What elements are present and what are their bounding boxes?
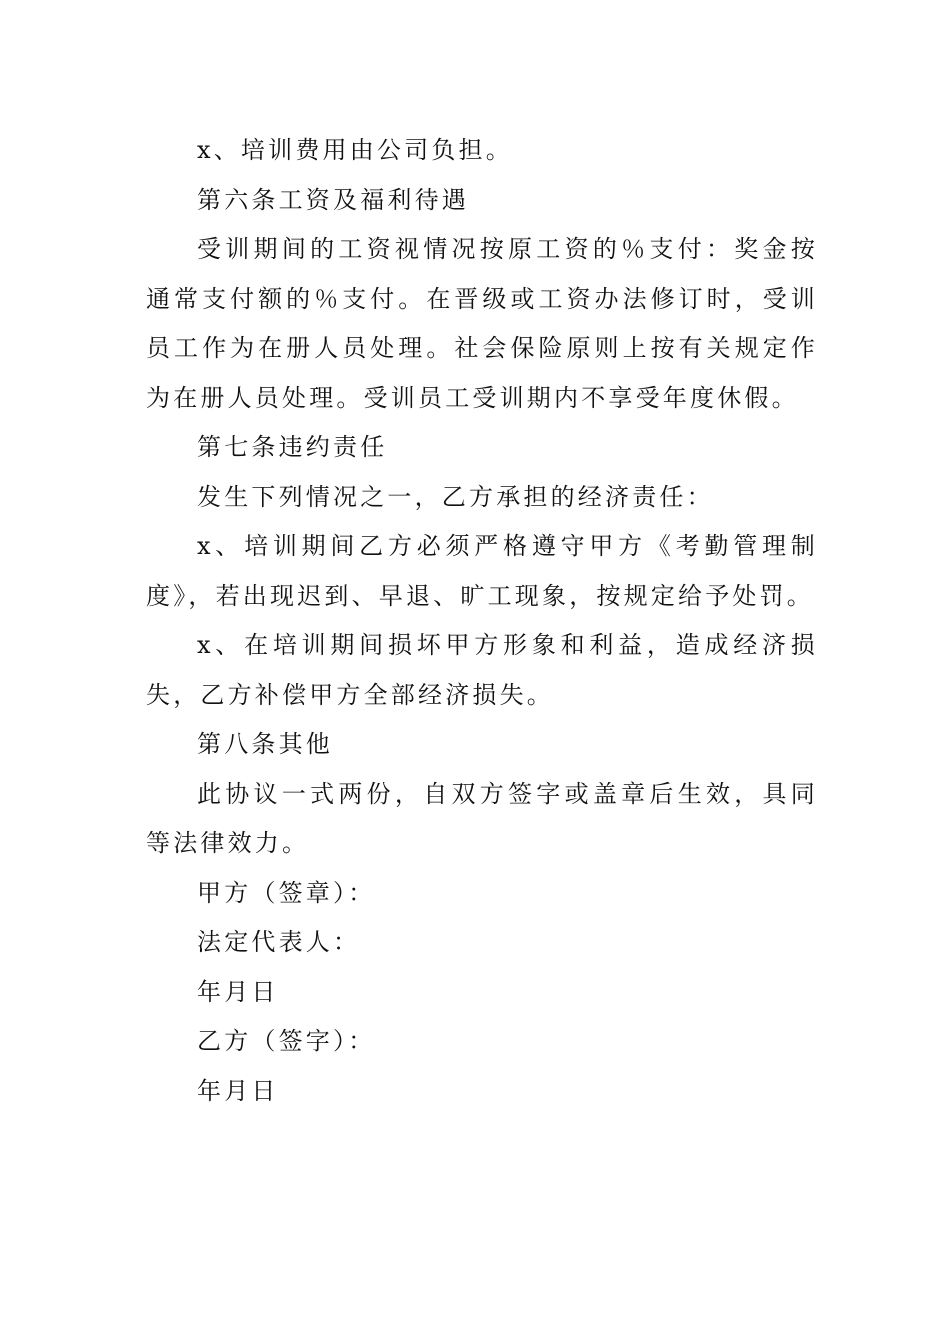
party-b-signature-line: 乙方（签字）： — [197, 1027, 376, 1055]
article-6-heading: 第六条工资及福利待遇 — [197, 185, 469, 214]
party-a-signature-line: 甲方（签章）： — [197, 878, 376, 907]
attendance-clause: x、培训期间乙方必须严格遵守甲方《考勤管理制度》，若出现迟到、早退、旷工现象，按规定给予处罚。 — [146, 532, 818, 610]
article-7-heading: 第七条违约责任 — [197, 433, 388, 461]
party-a-date-line: 年月日 — [197, 977, 279, 1006]
document-body — [146, 126, 818, 1116]
liability-intro: 发生下列情况之一，乙方承担的经济责任： — [197, 482, 714, 511]
validity-paragraph: 此协议一式两份，自双方签字或盖章后生效，具同等法律效力。 — [146, 779, 818, 857]
article-8-heading: 第八条其他 — [197, 730, 333, 758]
legal-representative-line: 法定代表人： — [197, 928, 361, 956]
damage-clause: x、在培训期间损坏甲方形象和利益，造成经济损失，乙方补偿甲方全部经济损失。 — [146, 631, 818, 709]
wage-benefit-paragraph: 受训期间的工资视情况按原工资的％支付：奖金按通常支付额的％支付。在晋级或工资办法修订时，受训员工作为在册人员处理。社会保险原则上按有关规定作为在册人员处理。受训员工受训期内不享受年度休假。 — [146, 235, 818, 412]
training-cost-clause: x、培训费用由公司负担。 — [197, 136, 513, 164]
party-b-date-line: 年月日 — [197, 1076, 279, 1105]
